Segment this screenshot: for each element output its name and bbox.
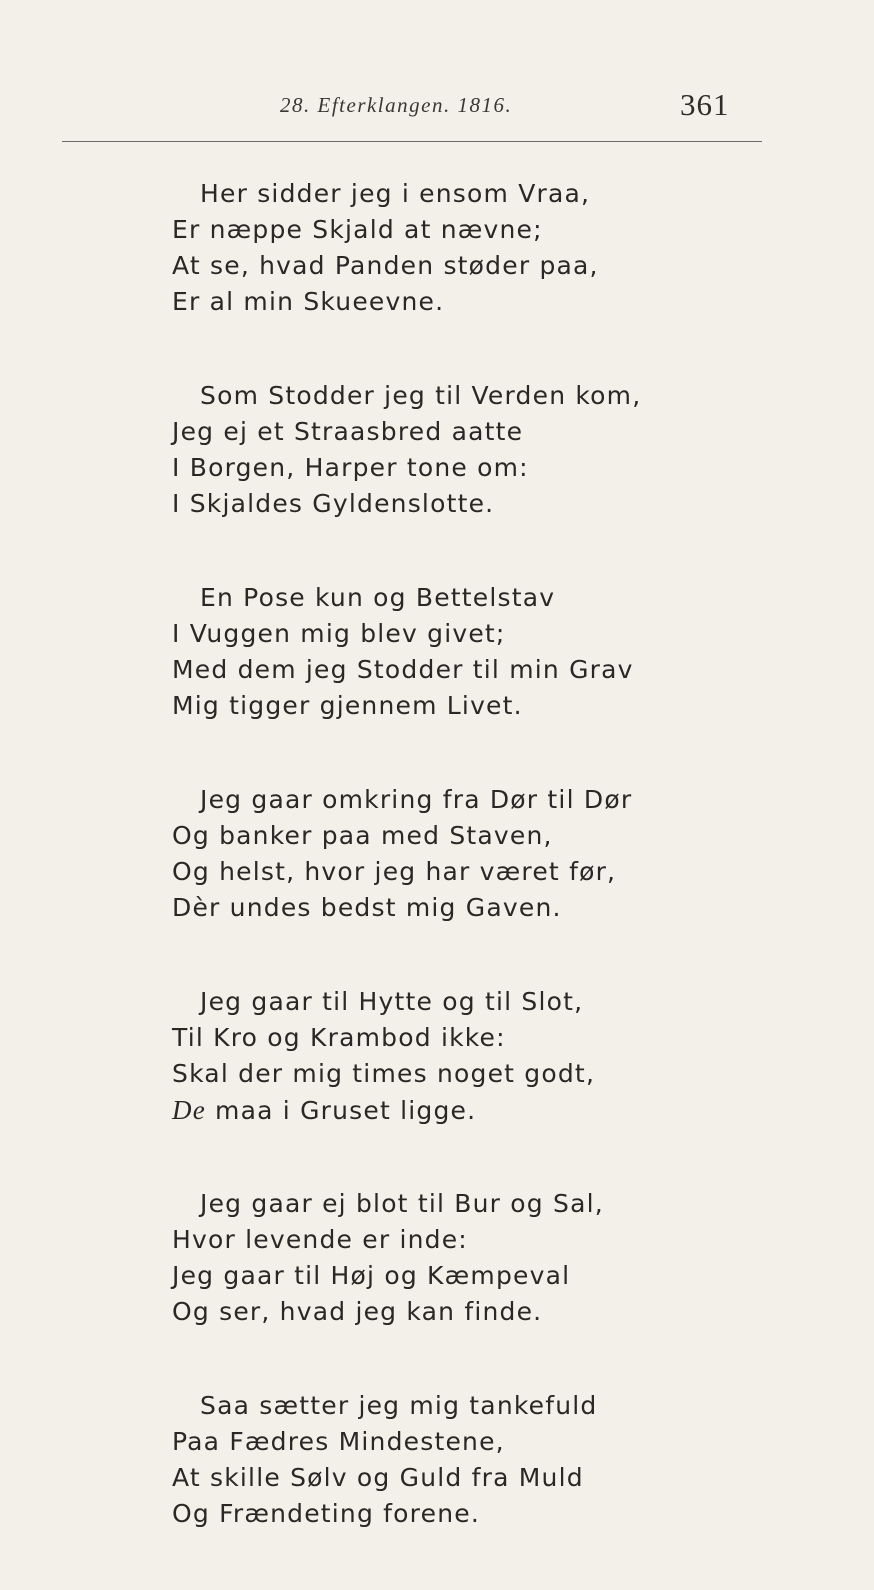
- poem-line: Til Kro og Krambod ikke:: [172, 1023, 506, 1052]
- poem-line: Og Frændeting forene.: [172, 1499, 480, 1528]
- poem-line: Skal der mig times noget godt,: [172, 1059, 596, 1088]
- poem-line: Hvor levende er inde:: [172, 1225, 468, 1254]
- poem-line: Mig tigger gjennem Livet.: [172, 691, 523, 720]
- poem-line: Dèr undes bedst mig Gaven.: [172, 893, 562, 922]
- stanza-2: [172, 378, 732, 522]
- poem-line: Er næppe Skjald at nævne;: [172, 215, 543, 244]
- poem-line: [172, 1092, 732, 1128]
- poem-line: Som Stodder jeg til Verden kom,: [200, 381, 642, 410]
- header-rule: [62, 141, 762, 142]
- poem-line: Med dem jeg Stodder til min Grav: [172, 655, 634, 684]
- poem-line: At se, hvad Panden støder paa,: [172, 251, 599, 280]
- poem-line: At skille Sølv og Guld fra Muld: [172, 1463, 584, 1492]
- poem-line: En Pose kun og Bettelstav: [200, 583, 556, 612]
- poem-line: I Borgen, Harper tone om:: [172, 453, 529, 482]
- stanza-6: [172, 1186, 732, 1330]
- italic-word: De: [172, 1095, 206, 1125]
- poem-line: Jeg gaar til Høj og Kæmpeval: [172, 1261, 571, 1290]
- poem-line: Jeg gaar omkring fra Dør til Dør: [200, 785, 633, 814]
- poem-line: Jeg gaar til Hytte og til Slot,: [200, 987, 584, 1016]
- stanza-3: [172, 580, 732, 724]
- poem: [172, 176, 732, 1590]
- stanza-5: [172, 984, 732, 1128]
- poem-line: Og helst, hvor jeg har været før,: [172, 857, 617, 886]
- poem-line: Og ser, hvad jeg kan finde.: [172, 1297, 543, 1326]
- poem-line: I Skjaldes Gyldenslotte.: [172, 489, 495, 518]
- stanza-7: [172, 1388, 732, 1532]
- poem-line: Saa sætter jeg mig tankefuld: [200, 1391, 598, 1420]
- poem-line: Jeg gaar ej blot til Bur og Sal,: [200, 1189, 604, 1218]
- page-header: [280, 87, 760, 133]
- stanza-1: [172, 176, 732, 320]
- poem-line: Paa Fædres Mindestene,: [172, 1427, 505, 1456]
- poem-line: I Vuggen mig blev givet;: [172, 619, 506, 648]
- running-title: 28. Efterklangen. 1816.: [280, 93, 513, 117]
- stanza-4: [172, 782, 732, 926]
- poem-line: Her sidder jeg i ensom Vraa,: [200, 179, 591, 208]
- page-number: 361: [680, 87, 730, 122]
- poem-line-text: maa i Gruset ligge.: [215, 1096, 477, 1125]
- poem-line: Er al min Skueevne.: [172, 287, 445, 316]
- poem-line: Og banker paa med Staven,: [172, 821, 553, 850]
- poem-line: Jeg ej et Straasbred aatte: [172, 417, 524, 446]
